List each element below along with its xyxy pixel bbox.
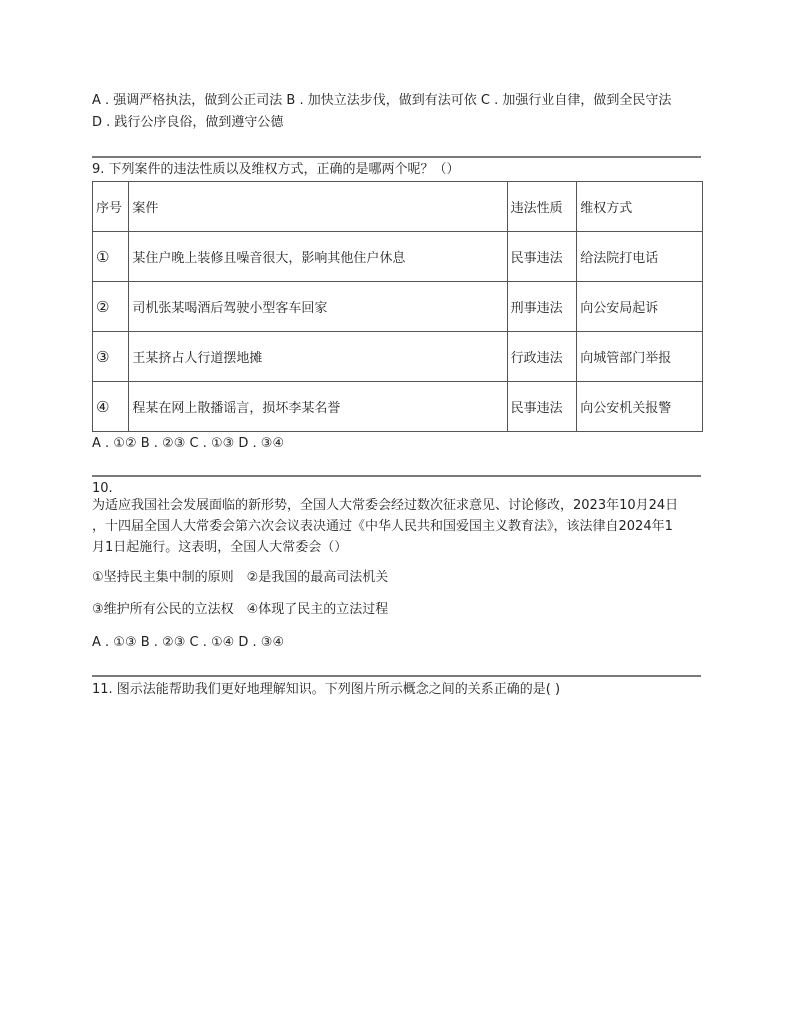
table-row [93,232,703,282]
row-nature: 刑事违法 [507,282,577,332]
table-row [93,332,703,382]
q10-number: 10. [92,481,113,496]
row-nature: 行政违法 [507,332,577,382]
q10-stem-line-2: ，十四届全国人大常委会第六次会议表决通过《中华人民共和国爱国主义教育法》，该法律自2024年1 [92,519,673,534]
row-way: 向公安机关报警 [577,382,703,432]
q9-case-table [92,181,703,432]
row-nature: 民事违法 [507,382,577,432]
divider [92,156,701,158]
q10-statements-line-1: ①坚持民主集中制的原则 ②是我国的最高司法机关 [92,570,389,585]
q10-options: A . ①③ B . ②③ C . ①④ D . ③④ [92,635,285,650]
header-way: 维权方式 [577,182,703,232]
q10-stem-line-1: 为适应我国社会发展面临的新形势，全国人大常委会经过数次征求意见、讨论修改，2023年10月24日 [92,498,679,513]
row-case: 程某在网上散播谣言，损坏李某名誉 [129,382,507,432]
table-header-row [93,182,703,232]
row-case: 某住户晚上装修且噪音很大，影响其他住户休息 [129,232,507,282]
table-row [93,382,703,432]
header-nature: 违法性质 [507,182,577,232]
row-nature: 民事违法 [507,232,577,282]
q8-options-line-2: D . 践行公序良俗，做到遵守公德 [92,115,284,130]
divider [92,475,701,477]
q10-statements-line-2: ③维护所有公民的立法权 ④体现了民主的立法过程 [92,602,389,617]
q9-stem: 9. 下列案件的违法性质以及维权方式，正确的是哪两个呢？（） [92,162,460,177]
q10-stem-line-3: 月1日起施行。这表明，全国人大常委会（） [92,540,348,555]
row-number: ② [96,297,110,316]
row-number: ③ [96,347,110,366]
row-way: 向城管部门举报 [577,332,703,382]
table-row [93,282,703,332]
divider [92,675,701,677]
header-number: 序号 [93,182,129,232]
row-number: ④ [96,397,110,416]
row-way: 向公安局起诉 [577,282,703,332]
q11-stem: 11. 图示法能帮助我们更好地理解知识。下列图片所示概念之间的关系正确的是( ) [92,682,561,697]
row-case: 司机张某喝酒后驾驶小型客车回家 [129,282,507,332]
row-number: ① [96,247,110,266]
header-case: 案件 [129,182,507,232]
row-case: 王某挤占人行道摆地摊 [129,332,507,382]
q9-options: A . ①② B . ②③ C . ①③ D . ③④ [92,436,285,451]
q8-options-line-1: A . 强调严格执法，做到公正司法 B . 加快立法步伐，做到有法可依 C . 加强行业自律，做到全民守法 [92,93,672,108]
row-way: 给法院打电话 [577,232,703,282]
